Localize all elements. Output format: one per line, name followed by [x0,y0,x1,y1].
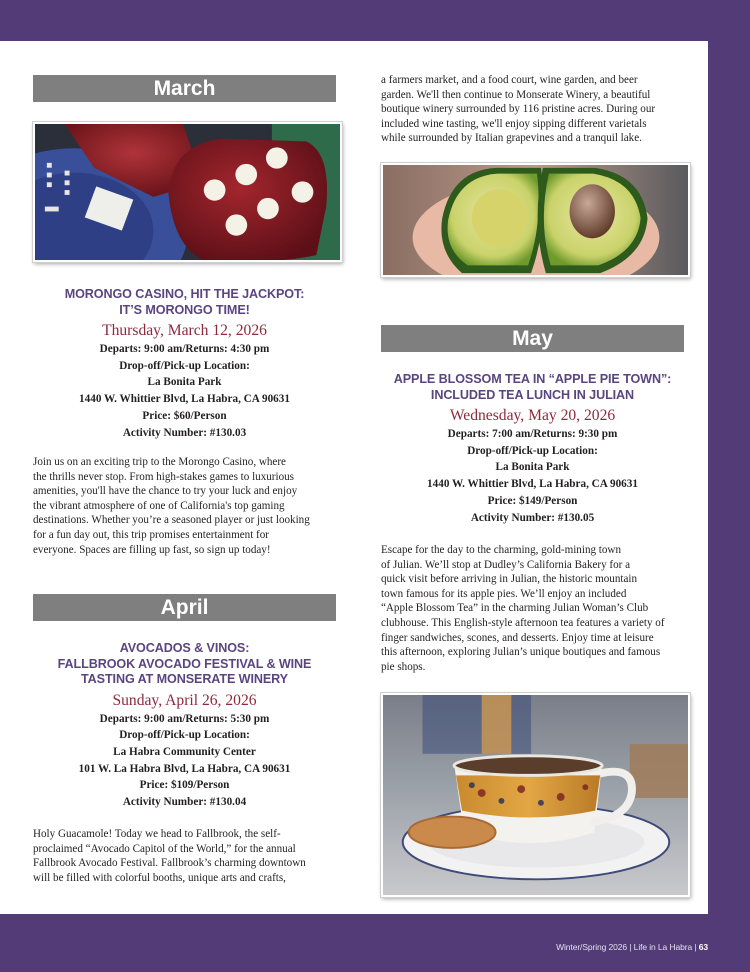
event-title-line: AVOCADOS & VINOS: [119,641,250,655]
event-date: Thursday, March 12, 2026 [102,322,267,339]
teacup-and-cookie-photo [381,693,690,897]
event-date: Sunday, April 26, 2026 [112,691,257,709]
event-price: Price: $60/Person [142,409,227,422]
event-title-line: APPLE BLOSSOM TEA IN “APPLE PIE TOWN”: [393,372,672,386]
description-line: quick visit before arriving in Julian, the historic mountain [381,573,638,586]
event-location-name: La Habra Community Center [113,745,256,758]
event-departs: Departs: 7:00 am/Returns: 9:30 pm [447,428,618,440]
event-description-april-continued [381,73,691,146]
dice-and-poker-chips-photo [33,122,342,262]
month-header-may: May [381,325,684,352]
footer-publication-info [556,942,708,952]
event-description-may [381,543,691,674]
description-line: proclaimed “Avocado Capitol of the World,” for the annual [33,842,296,855]
description-line: Fallbrook Avocado Festival. Fallbrook’s charming downtown [33,857,306,870]
event-location-label: Drop-off/Pick-up Location: [119,729,250,742]
event-description-march [33,455,338,557]
avocado-halves-photo [381,163,690,277]
description-line: for a fun day out, this trip promises entertainment for [33,528,269,541]
event-title [33,641,336,688]
description-line: pie shops. [381,660,426,673]
event-activity-number: Activity Number: #130.04 [122,796,247,809]
event-title [33,287,336,318]
description-line: Holy Guacamole! Today we head to Fallbrook, the self- [33,828,281,840]
description-line: destinations. Whether you’re a seasoned player or just looking [33,514,310,527]
description-line: boutique winery surrounded by 116 pristine acres. During our [381,103,656,116]
event-title-line: MORONGO CASINO, HIT THE JACKPOT: [64,287,305,301]
event-address: 1440 W. Whittier Blvd, La Habra, CA 90631 [427,478,638,491]
description-line: Join us on an exciting trip to the Morongo Casino, where [33,456,286,468]
event-date: Wednesday, May 20, 2026 [449,407,616,424]
footer-band [0,914,750,972]
event-address: 101 W. La Habra Blvd, La Habra, CA 90631 [78,762,291,775]
month-header-april: April [33,594,336,621]
event-title-line: FALLBROOK AVOCADO FESTIVAL & WINE [57,656,312,671]
description-line: a farmers market, and a food court, wine garden, and beer [381,74,638,86]
description-line: included wine tasting, we'll enjoy sipping different varietals [381,117,647,130]
description-line: while surrounded by Italian grapevines and a tranquil lake. [381,132,642,145]
description-line: this afternoon, exploring Julian’s unique boutiques and famous [381,646,661,659]
event-description-april [33,827,338,885]
description-line: the vibrant atmosphere of one of California's top gaming [33,499,285,512]
event-location-name: La Bonita Park [147,376,222,389]
event-activity-number: Activity Number: #130.05 [470,511,595,524]
event-april [33,641,336,811]
event-address: 1440 W. Whittier Blvd, La Habra, CA 90631 [79,393,290,406]
description-line: of Julian. We’ll stop at Dudley’s California Bakery for a [381,558,631,571]
event-departs: Departs: 9:00 am/Returns: 4:30 pm [99,343,270,355]
month-header-march: March [33,75,336,102]
description-line: Escape for the day to the charming, gold-mining town [381,544,621,556]
event-location-label: Drop-off/Pick-up Location: [467,444,598,457]
description-line: clubhouse. This English-style afternoon tea features a variety of [381,616,665,629]
description-line: finger sandwiches, scones, and desserts. Enjoy time at leisure [381,631,654,644]
event-title-line: TASTING AT MONSERATE WINERY [81,672,288,686]
description-line: “Apple Blossom Tea” in the charming Julian Woman’s Club [381,602,649,615]
description-line: garden. We'll then continue to Monserate Winery, a beautiful [381,88,651,101]
event-title [381,372,684,403]
event-title-line: IT’S MORONGO TIME! [119,302,250,317]
description-line: town famous for its apple pies. We’ll enjoy an included [381,587,627,600]
description-line: the thrills never stop. From high-stakes games to luxurious [33,470,294,483]
event-price: Price: $109/Person [139,779,230,792]
event-location-name: La Bonita Park [495,461,570,474]
description-line: will be filled with colorful booths, unique arts and crafts, [33,871,286,884]
footer-publication: Winter/Spring 2026 | Life in La Habra | [556,942,699,952]
event-title-line: INCLUDED TEA LUNCH IN JULIAN [430,387,635,402]
event-activity-number: Activity Number: #130.03 [122,426,247,439]
page-number: 63 [698,942,708,952]
event-may [381,372,684,526]
event-march [33,287,336,441]
event-departs: Departs: 9:00 am/Returns: 5:30 pm [99,712,270,725]
description-line: amenities, you'll have the chance to try your luck and enjoy [33,485,298,498]
event-location-label: Drop-off/Pick-up Location: [119,359,250,372]
event-price: Price: $149/Person [487,494,578,507]
description-line: everyone. Spaces are filling up fast, so sign up today! [33,543,271,556]
